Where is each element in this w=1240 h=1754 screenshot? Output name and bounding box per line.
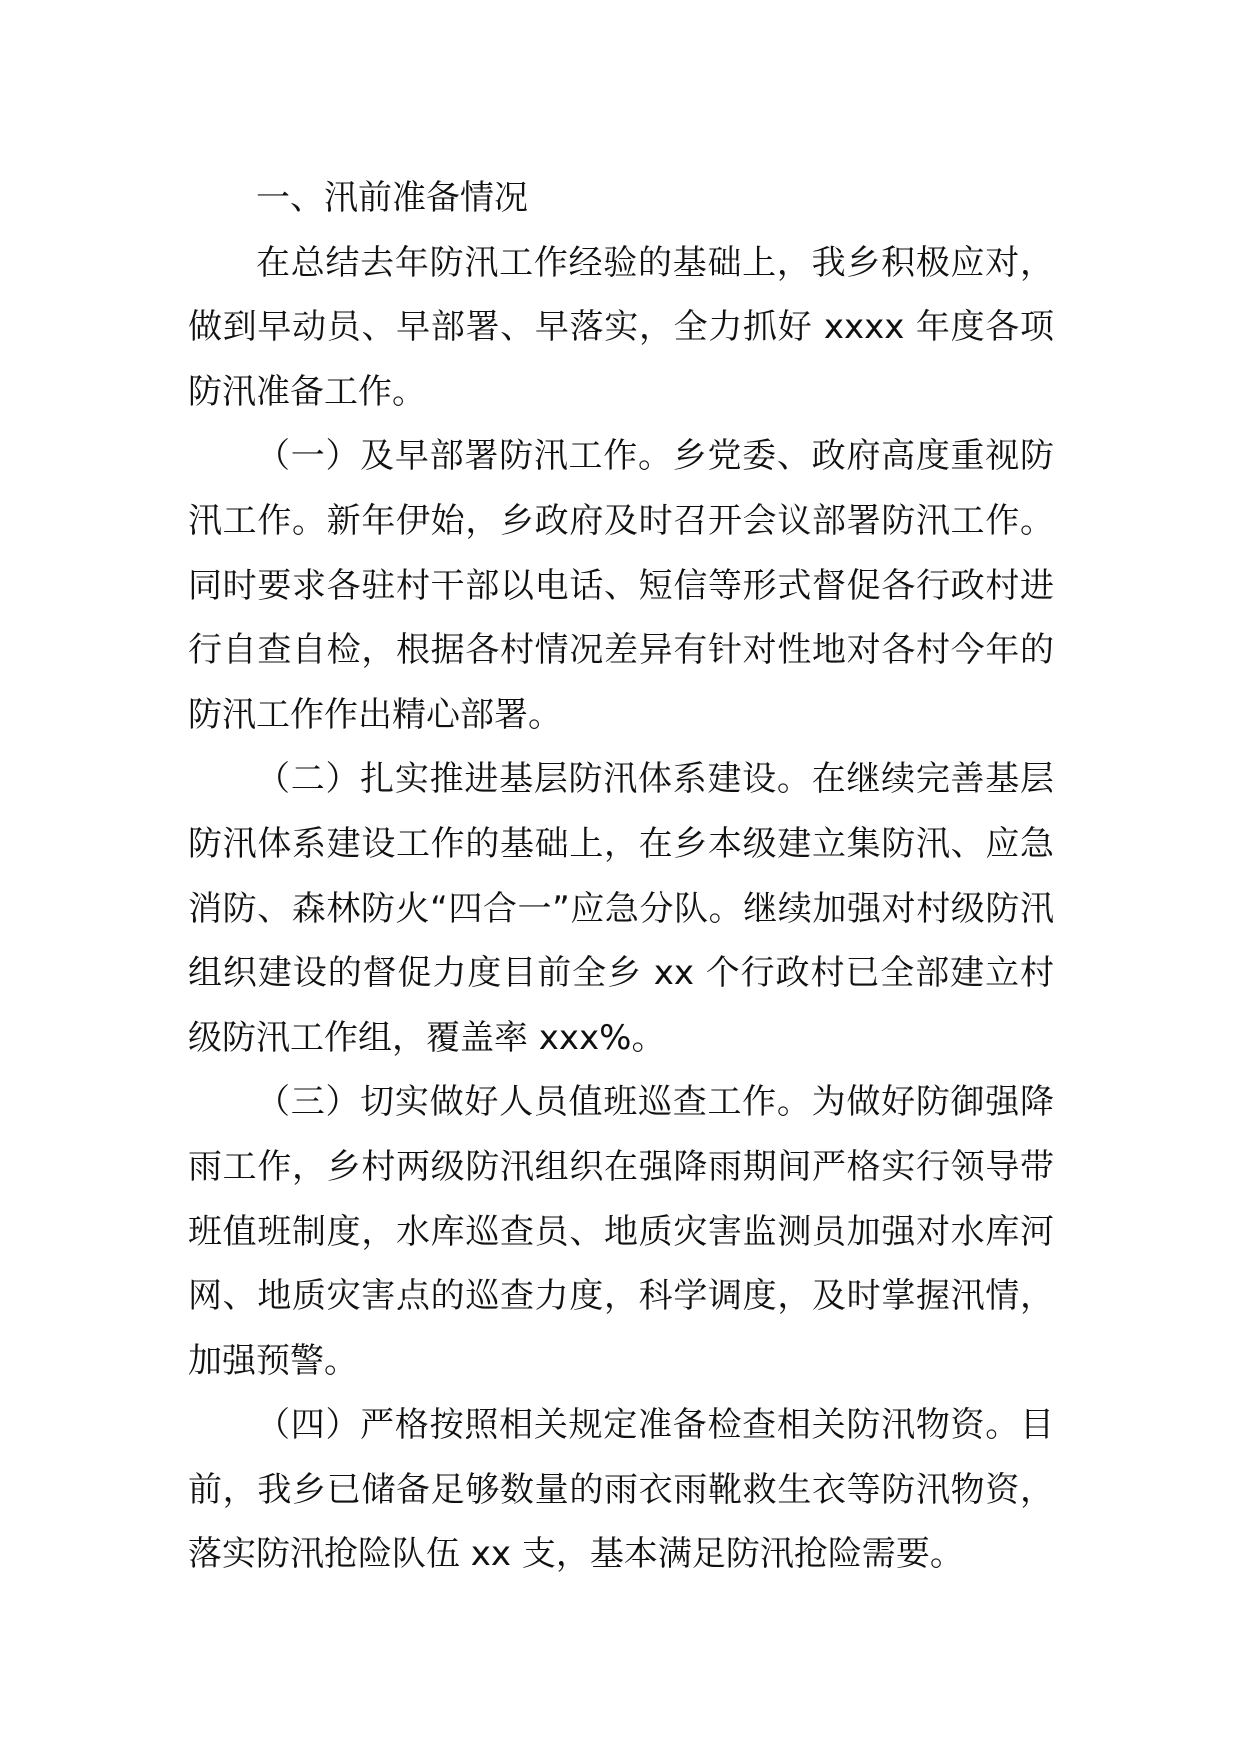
paragraph-item-1: （一）及早部署防汛工作。乡党委、政府高度重视防汛工作。新年伊始，乡政府及时召开会议部署防汛工作。同时要求各驻村干部以电话、短信等形式督促各行政村进行自查自检，根据各村情况差异有针对性地对各村今年的防汛工作作出精心部署。 [188, 436, 1054, 735]
document-body [188, 166, 1054, 1587]
paragraph-item-3: （三）切实做好人员值班巡查工作。为做好防御强降雨工作，乡村两级防汛组织在强降雨期间严格实行领导带班值班制度，水库巡查员、地质灾害监测员加强对水库河网、地质灾害点的巡查力度，科学调度，及时掌握汛情，加强预警。 [188, 1082, 1054, 1381]
paragraph-item-4: （四）严格按照相关规定准备检查相关防汛物资。目前，我乡已储备足够数量的雨衣雨靴救生衣等防汛物资，落实防汛抢险队伍 xx 支，基本满足防汛抢险需要。 [188, 1405, 1054, 1575]
paragraph-item-2: （二）扎实推进基层防汛体系建设。在继续完善基层防汛体系建设工作的基础上，在乡本级建立集防汛、应急消防、森林防火“四合一”应急分队。继续加强对村级防汛组织建设的督促力度目前全乡 xx 个行政村已全部建立村级防汛工作组，覆盖率 xxx%。 [188, 759, 1054, 1058]
section-heading: 一、汛前准备情况 [256, 178, 528, 218]
paragraph-intro: 在总结去年防汛工作经验的基础上，我乡积极应对，做到早动员、早部署、早落实，全力抓好 xxxx 年度各项防汛准备工作。 [188, 242, 1054, 412]
